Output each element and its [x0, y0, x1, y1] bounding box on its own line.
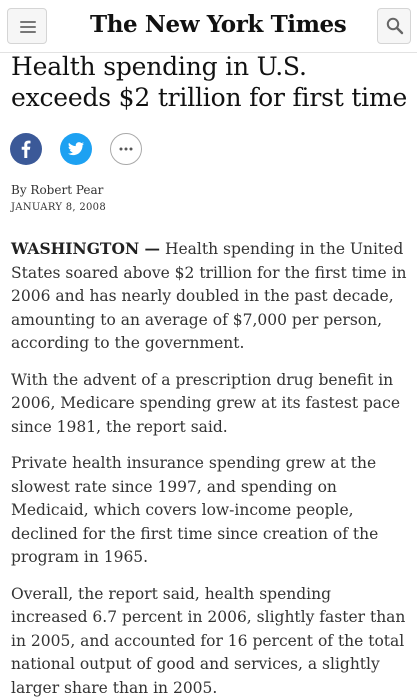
publish-date: JANUARY 8, 2008 — [11, 202, 106, 213]
top-navigation-bar — [0, 0, 417, 53]
facebook-share-button[interactable] — [10, 133, 42, 165]
hamburger-menu-icon — [20, 20, 36, 32]
search-button[interactable] — [377, 8, 411, 44]
byline: By Robert Pear — [11, 183, 104, 197]
menu-button[interactable] — [7, 8, 47, 44]
search-icon — [386, 17, 404, 35]
masthead-logo[interactable]: The New York Times — [90, 11, 347, 38]
facebook-icon — [10, 133, 42, 165]
dateline-location: WASHINGTON — — [11, 239, 161, 258]
article-paragraph — [11, 237, 409, 356]
article-body — [11, 237, 409, 700]
twitter-share-button[interactable] — [60, 133, 92, 165]
more-options-icon — [111, 134, 141, 164]
article-paragraph: Overall, the report said, health spending increased 6.7 percent in 2006, slightly faster than in 2005, and accounted for 16 percent of the total national output of good and services, a slightly larger share than in 2005. — [11, 584, 406, 697]
article-paragraph: Private health insurance spending grew at the slowest rate since 1997, and spending on Medicaid, which covers low-income people, declined for the first time since creation of the program in 1965. — [11, 454, 379, 566]
article-headline: Health spending in U.S. exceeds $2 trillion for first time — [11, 52, 408, 112]
paragraph-text: Health spending in the United States soared above $2 trillion for the first time in 2006 and has nearly doubled in the past decade, amounting to an average of $7,000 per person, according to the government. — [11, 240, 407, 352]
article-paragraph: With the advent of a prescription drug benefit in 2006, Medicare spending grew at its fastest pace since 1981, the report said. — [11, 370, 401, 436]
twitter-icon — [60, 133, 92, 165]
more-share-options-button[interactable] — [110, 133, 142, 165]
